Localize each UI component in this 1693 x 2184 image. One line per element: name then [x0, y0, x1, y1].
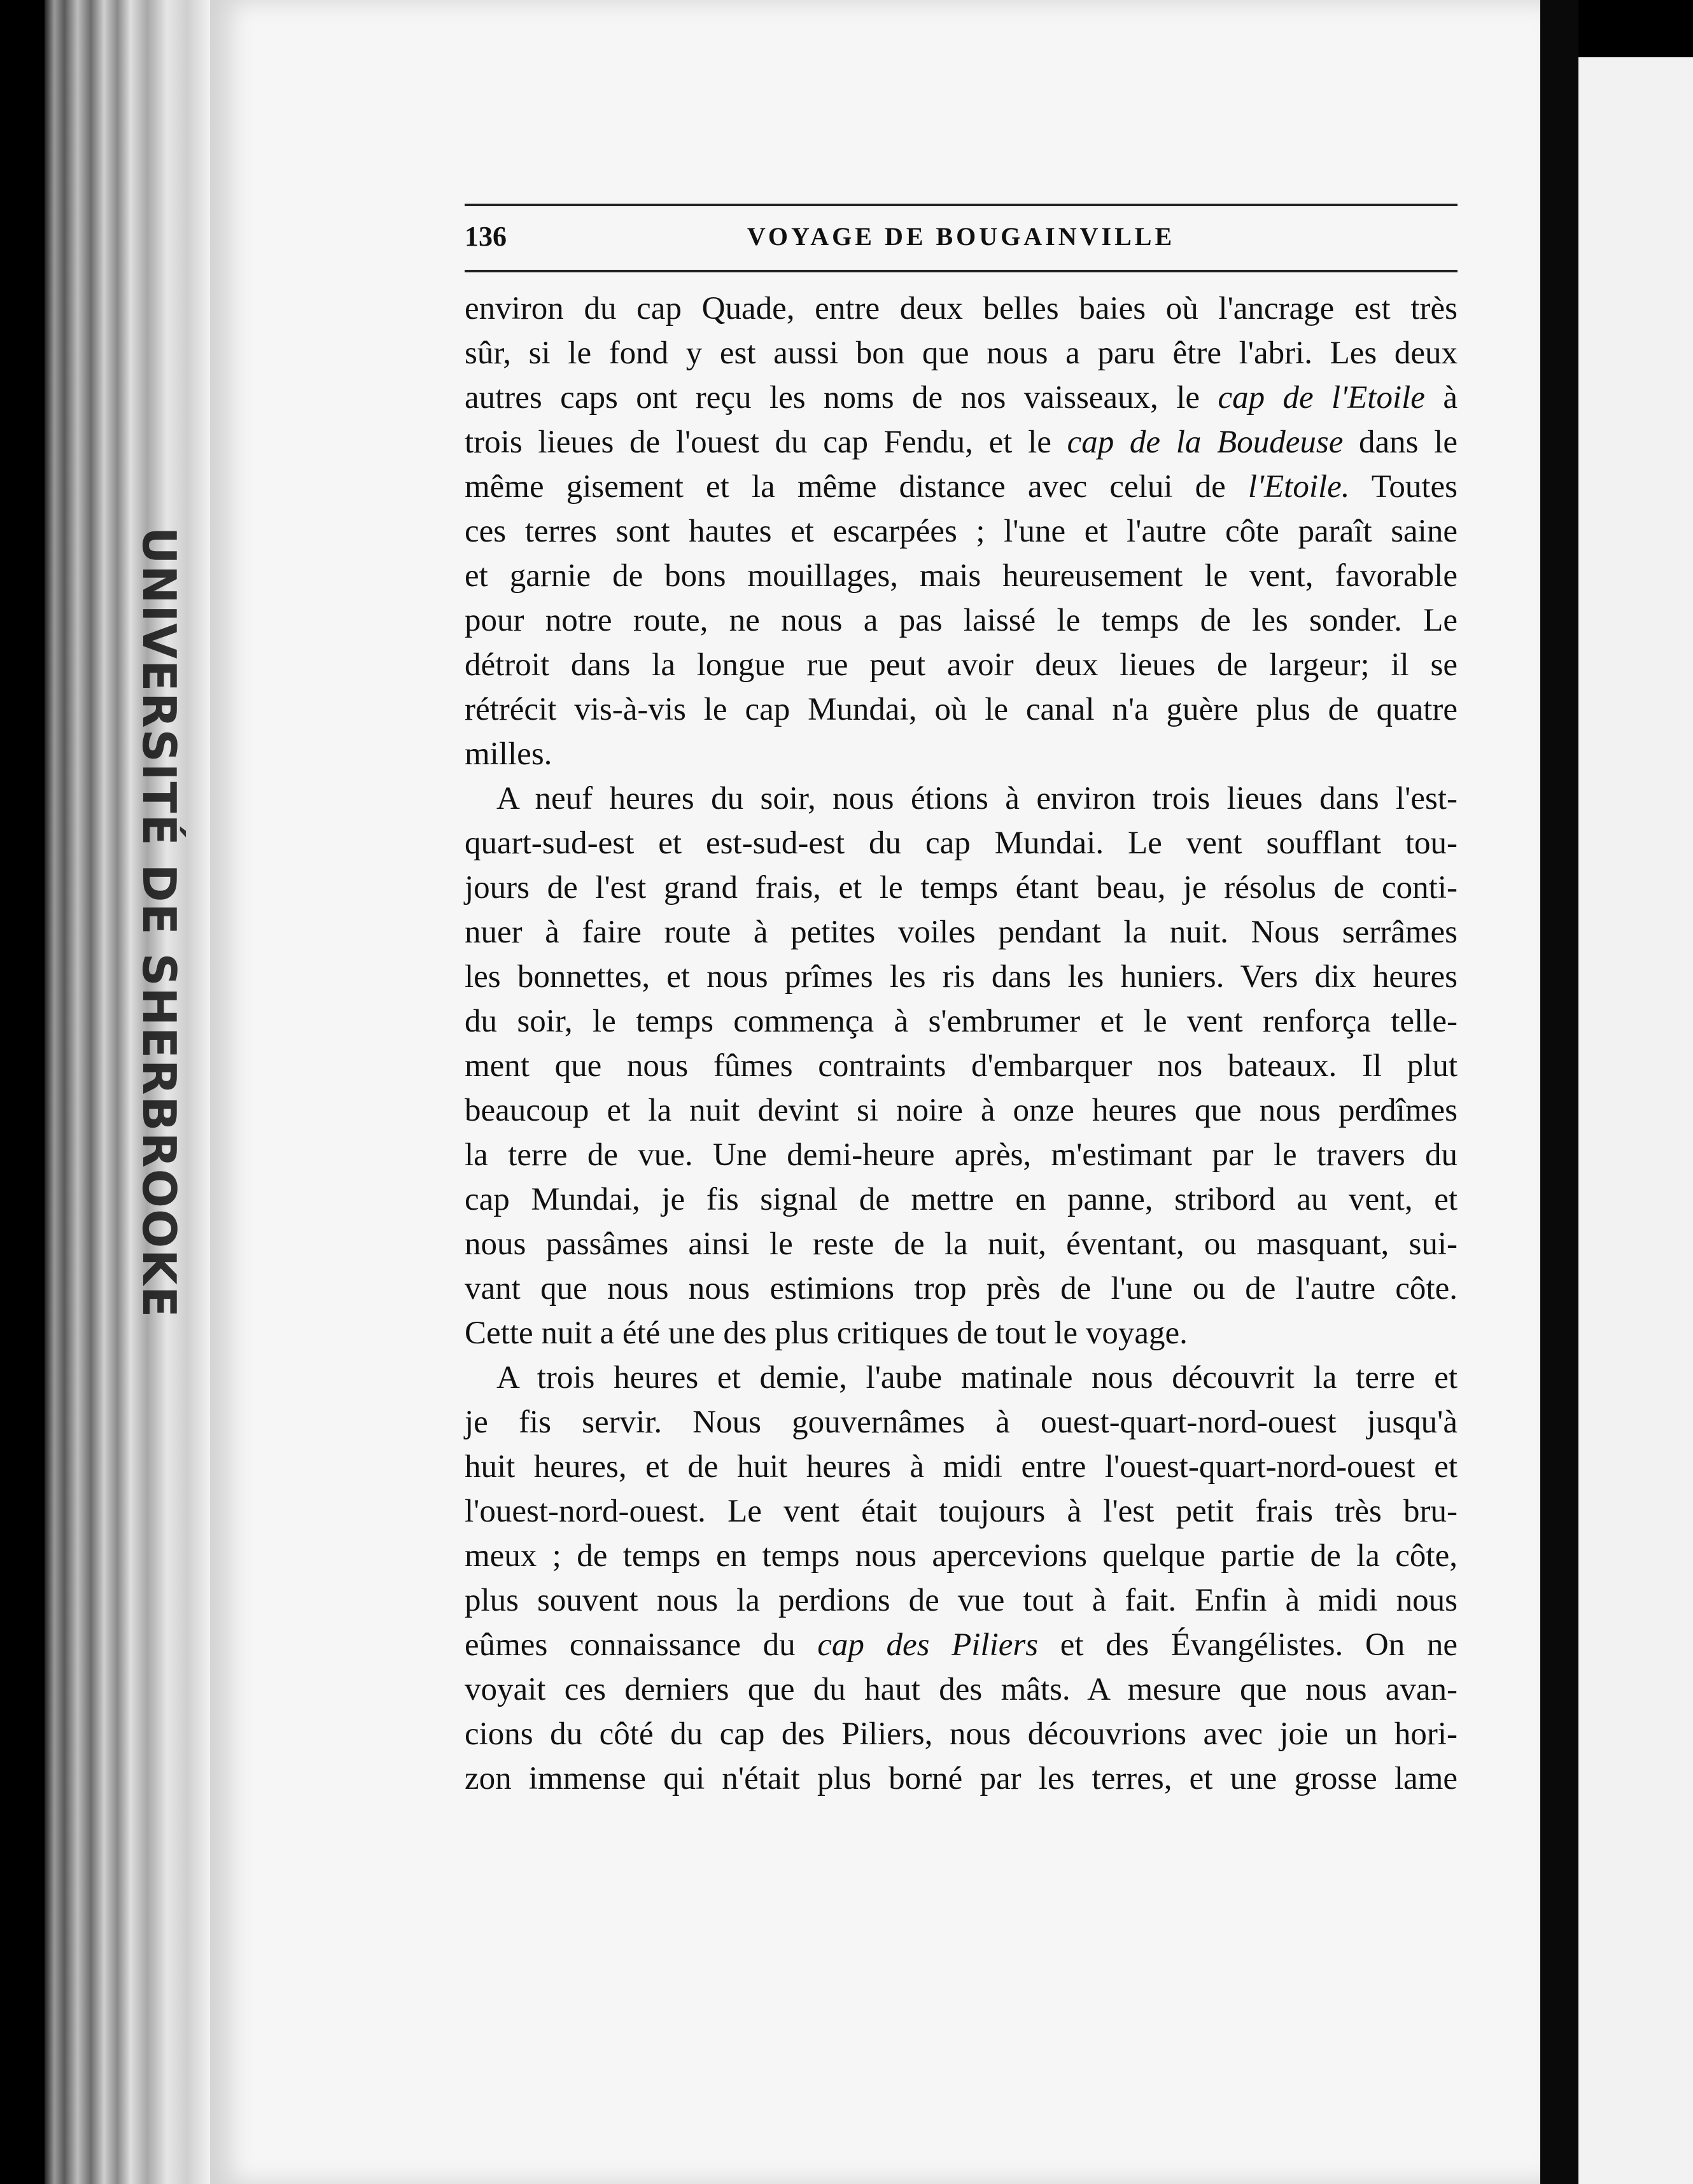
text-line: ces terres sont hautes et escarpées ; l'une et l'autre côte paraît saine [465, 514, 1458, 549]
text-line: même gisement et la même distance avec celui de l'Etoile. Toutes [465, 469, 1458, 505]
page-gutter [1540, 0, 1578, 2184]
text-line: et garnie de bons mouillages, mais heureusement le vent, favorable [465, 558, 1458, 594]
text-line: nuer à faire route à petites voiles pendant la nuit. Nous serrâmes [465, 914, 1458, 950]
text-line: zon immense qui n'était plus borné par les terres, et une grosse lame [465, 1761, 1458, 1796]
text-line: cap Mundai, je fis signal de mettre en panne, stribord au vent, et [465, 1182, 1458, 1217]
text-line: la terre de vue. Une demi-heure après, m'estimant par le travers du [465, 1137, 1458, 1173]
facing-page [1578, 57, 1693, 2184]
text-line: les bonnettes, et nous prîmes les ris dans les huniers. Vers dix heures [465, 959, 1458, 995]
library-stamp [115, 526, 204, 1319]
text-line: nous passâmes ainsi le reste de la nuit, éventant, ou masquant, sui- [465, 1226, 1458, 1262]
body-text [465, 286, 1458, 1801]
text-line: autres caps ont reçu les noms de nos vaisseaux, le cap de l'Etoile à [465, 380, 1458, 416]
text-line: trois lieues de l'ouest du cap Fendu, et le cap de la Boudeuse dans le [465, 424, 1458, 460]
text-line: A neuf heures du soir, nous étions à environ trois lieues dans l'est- [496, 781, 1458, 816]
text-line: plus souvent nous la perdions de vue tout à fait. Enfin à midi nous [465, 1583, 1458, 1618]
text-line: Cette nuit a été une des plus critiques de tout le voyage. [465, 1315, 1188, 1351]
text-line: rétrécit vis-à-vis le cap Mundai, où le canal n'a guère plus de quatre [465, 692, 1458, 727]
running-header [465, 204, 1458, 272]
text-line: jours de l'est grand frais, et le temps étant beau, je résolus de conti- [465, 870, 1458, 906]
text-line: eûmes connaissance du cap des Piliers et des Évangélistes. On ne [465, 1627, 1458, 1663]
text-line: quart-sud-est et est-sud-est du cap Mundai. Le vent soufflant tou- [465, 825, 1458, 861]
text-line: du soir, le temps commença à s'embrumer et le vent renforça telle- [465, 1004, 1458, 1039]
text-line: vant que nous nous estimions trop près de l'une ou de l'autre côte. [465, 1271, 1458, 1306]
page-number: 136 [465, 221, 507, 252]
text-line: détroit dans la longue rue peut avoir deux lieues de largeur; il se [465, 647, 1458, 683]
text-line: l'ouest-nord-ouest. Le vent était toujours à l'est petit frais très bru- [465, 1494, 1458, 1529]
text-line: beaucoup et la nuit devint si noire à onze heures que nous perdîmes [465, 1093, 1458, 1128]
text-line: cions du côté du cap des Piliers, nous découvrions avec joie un hori- [465, 1716, 1458, 1752]
text-line: je fis servir. Nous gouvernâmes à ouest-quart-nord-ouest jusqu'à [465, 1404, 1458, 1440]
text-line: huit heures, et de huit heures à midi entre l'ouest-quart-nord-ouest et [465, 1449, 1458, 1485]
running-title: VOYAGE DE BOUGAINVILLE [747, 222, 1176, 251]
text-line: voyait ces derniers que du haut des mâts. A mesure que nous avan- [465, 1672, 1458, 1707]
text-line: ment que nous fûmes contraints d'embarquer nos bateaux. Il plut [465, 1048, 1458, 1084]
text-line: meux ; de temps en temps nous apercevions quelque partie de la côte, [465, 1538, 1458, 1574]
text-line: environ du cap Quade, entre deux belles baies où l'ancrage est très [465, 291, 1458, 326]
text-line: sûr, si le fond y est aussi bon que nous a paru être l'abri. Les deux [465, 335, 1458, 371]
text-line: milles. [465, 736, 552, 772]
text-line: pour notre route, ne nous a pas laissé le temps de les sonder. Le [465, 603, 1458, 638]
library-stamp-text: UNIVERSITÉ DE SHERBROOKE [132, 526, 186, 1319]
text-line: A trois heures et demie, l'aube matinale nous découvrit la terre et [496, 1360, 1458, 1396]
